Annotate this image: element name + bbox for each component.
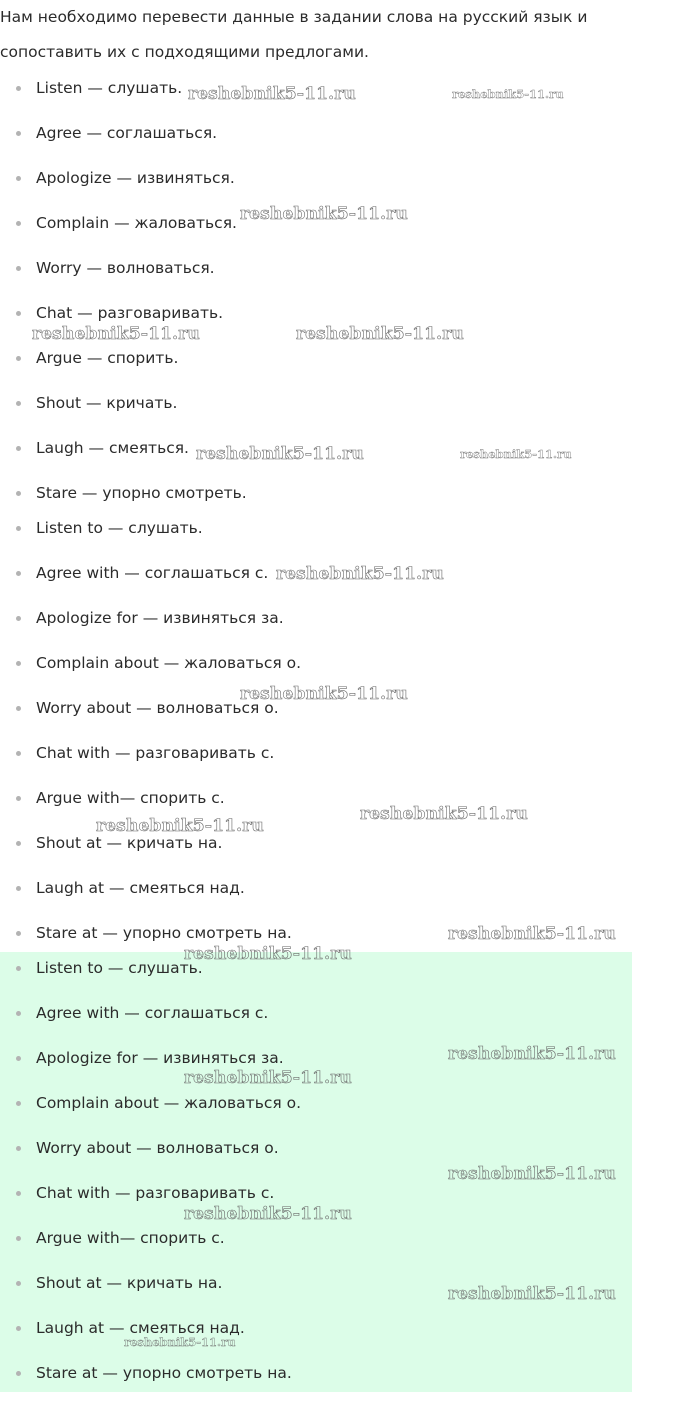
- bullet-icon: [16, 72, 21, 104]
- bullet-icon: [16, 917, 21, 949]
- bullet-icon: [16, 647, 21, 679]
- watermark: reshebnik5-11.ru: [240, 684, 408, 704]
- bullet-icon: [16, 1087, 21, 1119]
- watermark: reshebnik5-11.ru: [196, 444, 364, 464]
- watermark: reshebnik5-11.ru: [184, 944, 352, 964]
- bullet-icon: [16, 692, 21, 724]
- watermark: reshebnik5-11.ru: [460, 447, 572, 461]
- bullet-icon: [16, 557, 21, 589]
- watermark: reshebnik5-11.ru: [124, 1335, 236, 1349]
- bullet-icon: [16, 297, 21, 329]
- bullet-icon: [16, 872, 21, 904]
- watermark: reshebnik5-11.ru: [448, 1284, 616, 1304]
- watermark: reshebnik5-11.ru: [276, 564, 444, 584]
- watermark: reshebnik5-11.ru: [188, 84, 356, 104]
- watermark: reshebnik5-11.ru: [184, 1204, 352, 1224]
- watermark: reshebnik5-11.ru: [448, 1044, 616, 1064]
- bullet-icon: [16, 432, 21, 464]
- bullet-icon: [16, 782, 21, 814]
- bullet-icon: [16, 512, 21, 544]
- bullet-icon: [16, 737, 21, 769]
- bullet-icon: [16, 952, 21, 984]
- watermark: reshebnik5-11.ru: [448, 1164, 616, 1184]
- watermark: reshebnik5-11.ru: [184, 1068, 352, 1088]
- bullet-icon: [16, 477, 21, 509]
- answer-box: Listen to — слушать. Agree with — соглашаться с. Apologize for — извиняться за. Complain about — жаловаться о. Worry about — волноваться о. Chat with — разговаривать с. Argue with— спорить с. Shout at — кричать на. Laugh at — смеяться над. Stare at — упорно смотреть на.: [0, 952, 632, 1392]
- bullet-icon: [16, 1132, 21, 1164]
- watermark: reshebnik5-11.ru: [96, 816, 264, 836]
- bullet-icon: [16, 602, 21, 634]
- bullet-icon: [16, 1357, 21, 1389]
- bullet-icon: [16, 1177, 21, 1209]
- bullet-icon: [16, 162, 21, 194]
- intro-text: Нам необходимо перевести данные в задании слова на русский язык и сопоставить их с подходящими предлогами.: [0, 8, 588, 61]
- bullet-icon: [16, 1222, 21, 1254]
- bullet-icon: [16, 1267, 21, 1299]
- bullet-icon: [16, 342, 21, 374]
- watermark: reshebnik5-11.ru: [296, 324, 464, 344]
- bullet-icon: [16, 117, 21, 149]
- watermark: reshebnik5-11.ru: [240, 204, 408, 224]
- bullet-icon: [16, 252, 21, 284]
- watermark: reshebnik5-11.ru: [452, 87, 564, 101]
- bullet-icon: [16, 1312, 21, 1344]
- watermark: reshebnik5-11.ru: [360, 804, 528, 824]
- watermark: reshebnik5-11.ru: [32, 324, 200, 344]
- bullet-icon: [16, 207, 21, 239]
- bullet-icon: [16, 387, 21, 419]
- watermark: reshebnik5-11.ru: [448, 924, 616, 944]
- bullet-icon: [16, 1042, 21, 1074]
- bullet-icon: [16, 997, 21, 1029]
- bullet-icon: [16, 827, 21, 859]
